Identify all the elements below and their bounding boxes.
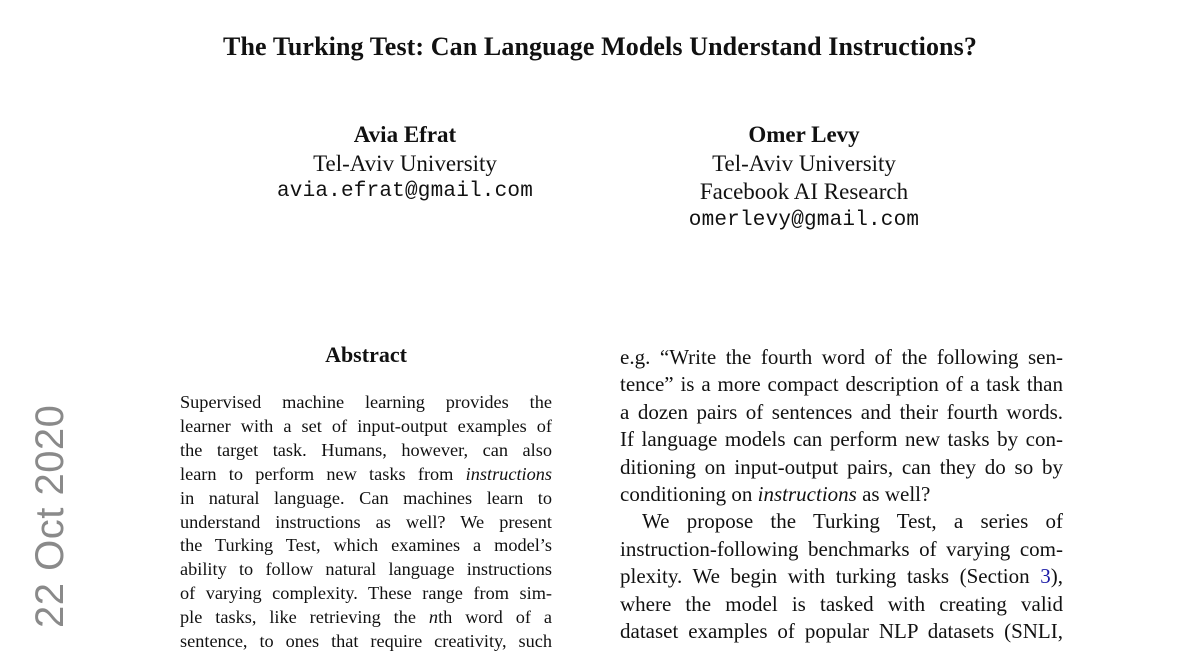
abstract-line: of varying complexity. These range from sim-	[180, 583, 552, 604]
abstract-line: sentence, to ones that require creativity, such	[180, 631, 552, 652]
body-line: We propose the Turking Test, a series of	[642, 509, 1063, 534]
author-affiliation: Tel-Aviv University	[313, 150, 497, 176]
italic-term: instructions	[465, 463, 552, 484]
body-line: plexity. We begin with turking tasks (Section 3),	[620, 564, 1063, 589]
intro-text-column	[620, 344, 1063, 645]
abstract-line: ple tasks, like retrieving the nth word of a	[180, 607, 552, 628]
author-email: omerlevy@gmail.com	[688, 208, 920, 232]
body-line: a dozen pairs of sentences and their fourth words.	[620, 399, 1063, 424]
body-line: ditioning on input-output pairs, can they do so by	[620, 454, 1063, 479]
author-affiliation: Facebook AI Research	[699, 179, 909, 204]
abstract-line: learn to perform new tasks from instructions	[180, 463, 552, 484]
body-line: where the model is tasked with creating valid	[620, 591, 1063, 616]
abstract-line: understand instructions as well? We present	[180, 511, 552, 532]
author-block-2	[604, 121, 1004, 235]
body-line: If language models can perform new tasks by con-	[620, 427, 1063, 452]
body-line: e.g. “Write the fourth word of the following sen-	[620, 345, 1063, 369]
italic-term: instructions	[757, 482, 857, 507]
author-name: Avia Efrat	[353, 122, 457, 147]
abstract-line: in natural language. Can machines learn to	[180, 487, 552, 508]
author-affiliation: Tel-Aviv University	[712, 150, 896, 176]
arxiv-date-stamp: 22 Oct 2020	[28, 404, 72, 628]
abstract-body	[180, 391, 552, 654]
abstract-line: ability to follow natural language instructions	[180, 559, 552, 580]
abstract-line: the target task. Humans, however, can also	[180, 439, 552, 460]
author-block-1	[205, 121, 605, 207]
body-line: instruction-following benchmarks of varying com-	[620, 536, 1063, 561]
abstract-line: Supervised machine learning provides the	[180, 392, 552, 412]
section-reference-link[interactable]: 3	[1040, 564, 1051, 589]
body-line: conditioning on instructions as well?	[620, 482, 931, 507]
abstract-heading: Abstract	[325, 342, 407, 367]
paper-title: The Turking Test: Can Language Models Understand Instructions?	[223, 32, 977, 61]
author-email: avia.efrat@gmail.com	[276, 180, 534, 203]
body-line: dataset examples of popular NLP datasets (SNLI,	[620, 619, 1063, 644]
math-variable: n	[428, 607, 439, 628]
abstract-line: the Turking Test, which examines a model’s	[180, 535, 552, 556]
author-name: Omer Levy	[748, 122, 860, 147]
abstract-line: learner with a set of input-output examples of	[180, 415, 552, 436]
body-line: tence” is a more compact description of a task than	[620, 372, 1063, 397]
